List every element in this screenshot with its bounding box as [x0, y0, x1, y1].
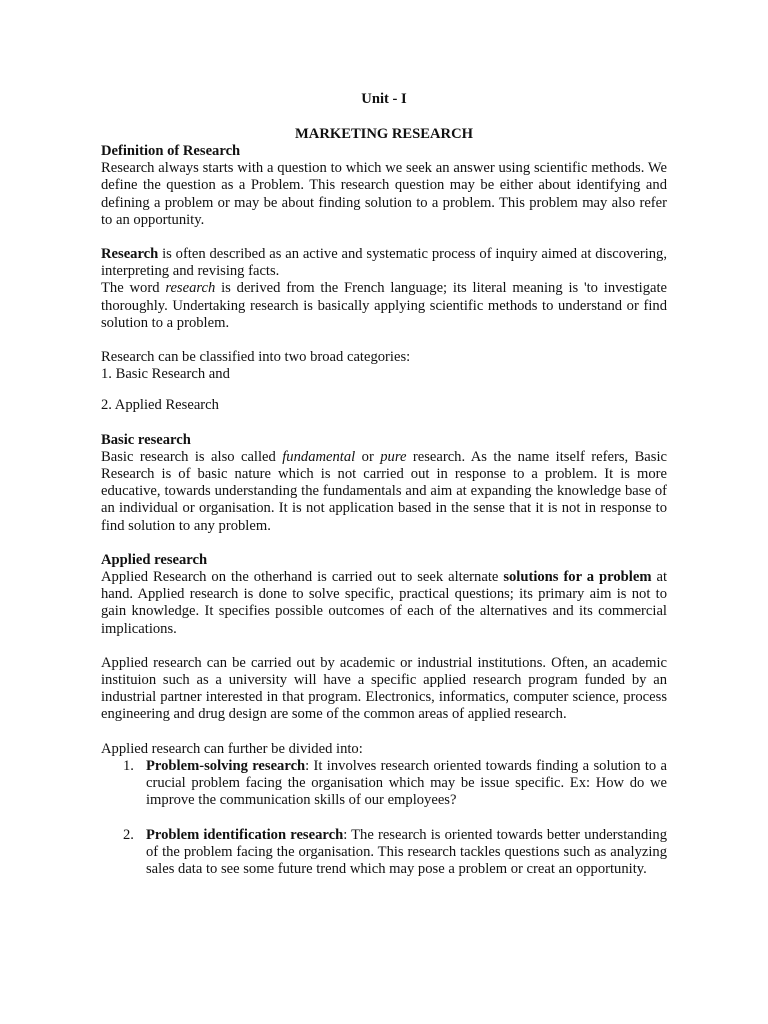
problem-identification-term: Problem identification research	[146, 826, 344, 843]
list-item-problem-identification: 2. Problem identification research: The research is oriented towards better understanding of the problem facing the organisation. This research tackles questions such as analyzing sales data to see some future trend which may pose a problem or creat an opportunity.	[123, 826, 667, 877]
list-marker: 1.	[123, 757, 134, 774]
applied-institutions-paragraph: Applied research can be carried out by academic or industrial institutions. Often, an academic instituion such as a university will have a specific applied research program funded by an industrial partner interested in that program. Electronics, informatics, computer science, process engineering and drug design are some of the common areas of applied research.	[101, 654, 667, 723]
classification-item-applied: 2. Applied Research	[101, 397, 219, 414]
pure-italic: pure	[380, 448, 407, 465]
list-item-problem-solving: 1. Problem-solving research: It involves research oriented towards finding a solution to a crucial problem facing the organisation which may be issue specific. Ex: How do we improve the communication skills of our employees?	[123, 757, 667, 809]
problem-solving-term: Problem-solving research	[146, 757, 306, 774]
classification-intro: Research can be classified into two broad categories:	[101, 349, 411, 366]
unit-title: Unit - I	[361, 91, 407, 107]
applied-research-paragraph: Applied Research on the otherhand is carried out to seek alternate solutions for a problem at hand. Applied research is done to solve specific, practical questions; its primary aim is not to gain knowledge. It specifies possible outcomes of each of the alternatives and its commercial implications.	[101, 569, 668, 637]
definition-heading: Definition of Research	[101, 143, 241, 159]
applied-divisions-intro: Applied research can further be divided into:	[101, 740, 363, 757]
definition-paragraph: Research always starts with a question to which we seek an answer using scientific methods. We define the question as a Problem. This research question may be either about identifying and defining a problem or may be about finding solution to a problem. This problem may also refer to an opportunity.	[101, 160, 667, 228]
basic-research-paragraph: Basic research is also called fundamental or pure research. As the name itself refers, Basic Research is of basic nature which is not carried out in response to a problem. It is more educative, towards understanding the fundamentals and aim at expanding the knowledge base of an individual or organisation. It is not application based in the sense that it is not in response to find solution to any problem.	[101, 448, 667, 534]
fundamental-italic: fundamental	[282, 448, 356, 465]
research-italic: research	[165, 280, 216, 297]
document-title: MARKETING RESEARCH	[295, 126, 473, 142]
classification-item-basic: 1. Basic Research and	[101, 366, 230, 383]
research-description-paragraph: Research is often described as an active and systematic process of inquiry aimed at discovering, interpreting and revising facts.	[101, 246, 667, 280]
applied-research-types-list	[101, 758, 667, 878]
research-term: Research	[101, 246, 159, 263]
solutions-bold: solutions for a problem	[503, 569, 652, 586]
etymology-paragraph: The word research is derived from the French language; its literal meaning is 'to investigate thoroughly. Undertaking research is basically applying scientific methods to understand or find solution to a problem.	[101, 280, 667, 331]
basic-research-heading: Basic research	[101, 431, 191, 448]
document-body	[101, 143, 667, 878]
list-marker: 2.	[123, 826, 134, 843]
applied-research-heading: Applied research	[101, 551, 208, 568]
